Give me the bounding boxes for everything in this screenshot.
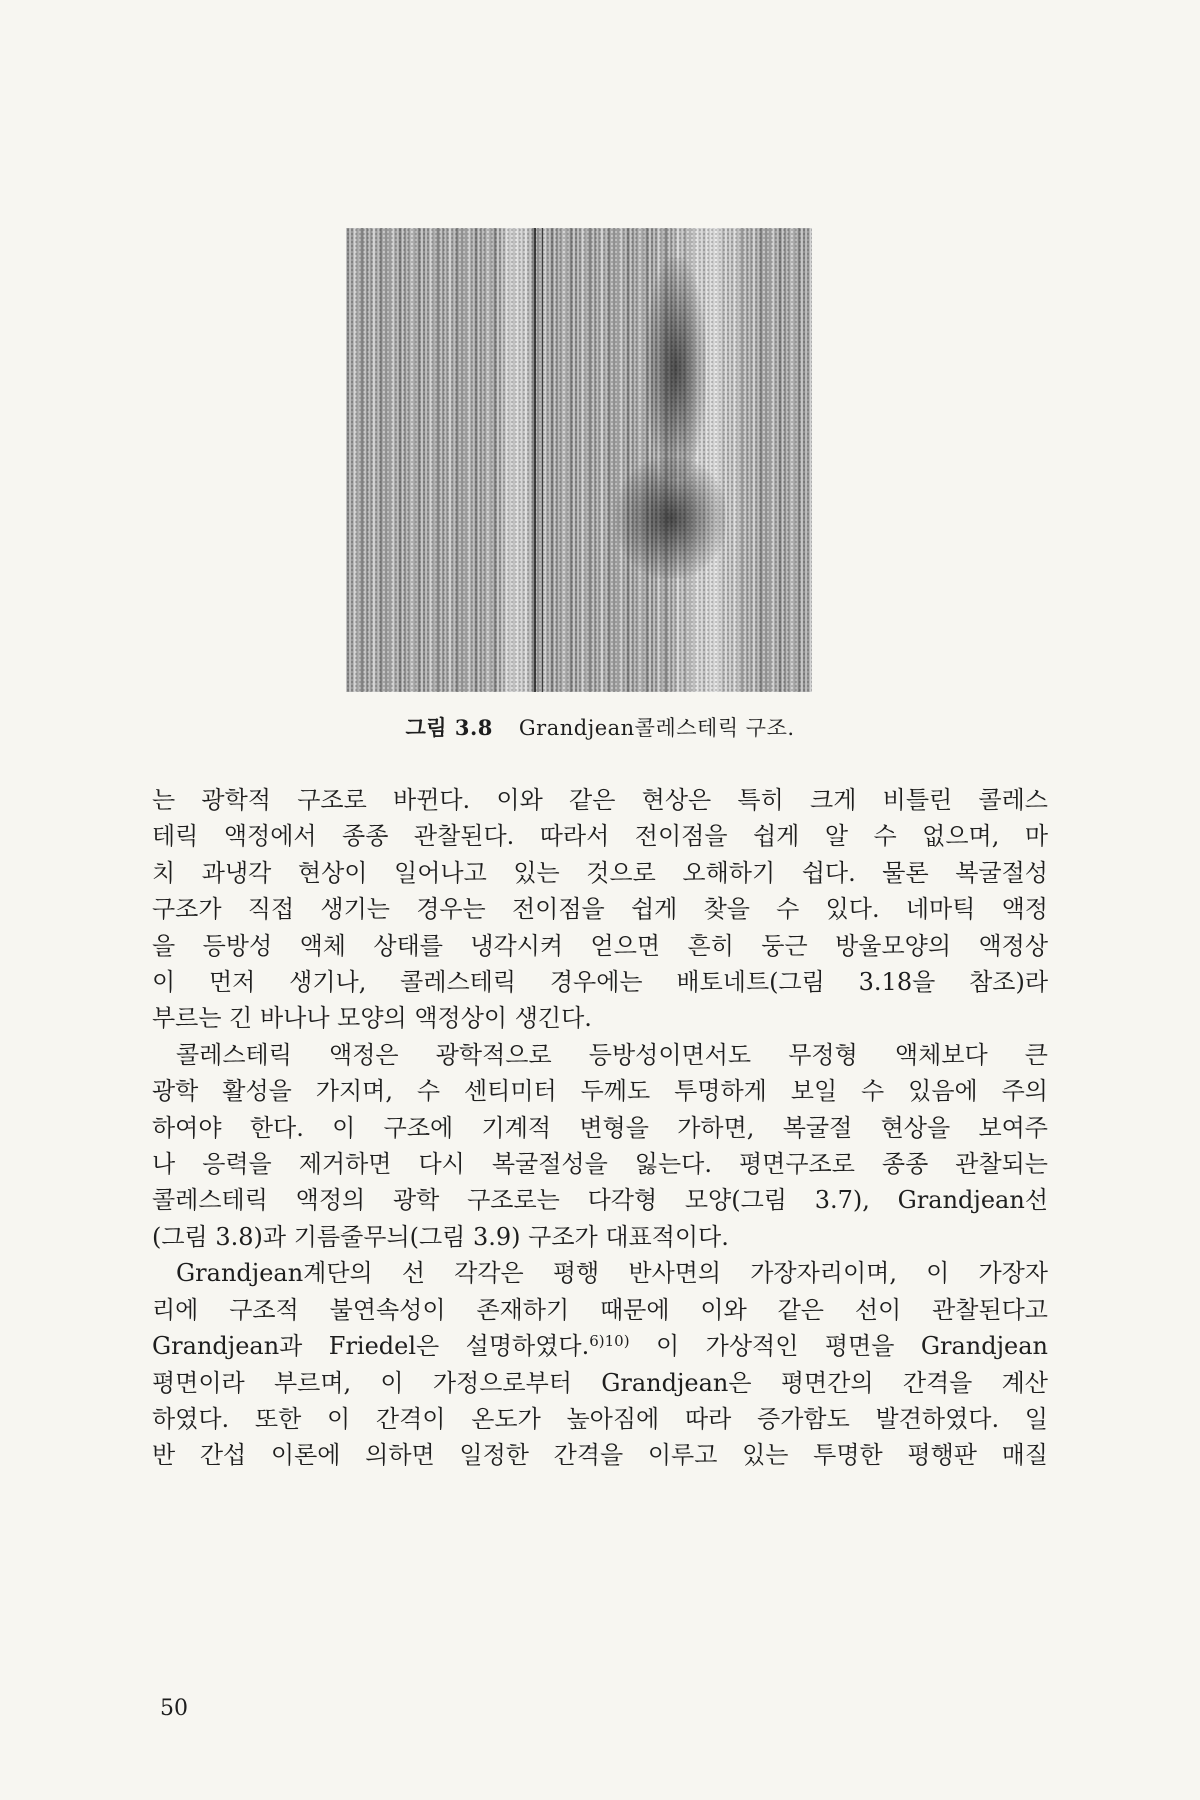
figure-title: Grandjean콜레스테릭 구조. [518, 716, 795, 740]
text-line: (그림 3.8)과 기름줄무늬(그림 3.9) 구조가 대표적이다. [152, 1222, 729, 1251]
text-line: 광학 활성을 가지며, 수 센티미터 두께도 투명하게 보일 수 있음에 주의 [152, 1077, 1048, 1106]
body-text [152, 782, 1048, 1474]
text-line: 하여야 한다. 이 구조에 기계적 변형을 가하면, 복굴절 현상을 보여주 [152, 1113, 1048, 1142]
text-line: 는 광학적 구조로 바뀐다. 이와 같은 현상은 특히 크게 비틀린 콜레스 [152, 786, 1048, 814]
text-line: 을 등방성 액체 상태를 냉각시켜 얻으면 흔히 둥근 방울모양의 액정상 [152, 931, 1048, 960]
citation-marker: 6)10) [589, 1332, 630, 1351]
text-line: 리에 구조적 불연속성이 존재하기 때문에 이와 같은 선이 관찰된다고 [152, 1295, 1048, 1324]
figure-caption [0, 712, 1200, 742]
text-line: 나 응력을 제거하면 다시 복굴절성을 잃는다. 평면구조로 종종 관찰되는 [152, 1150, 1048, 1179]
text-line: 이 먼저 생기나, 콜레스테릭 경우에는 배토네트(그림 3.18을 참조)라 [152, 968, 1048, 997]
text-segment: Grandjean과 Friedel은 설명하였다. [152, 1332, 590, 1361]
text-line: 부르는 긴 바나나 모양의 액정상이 생긴다. [152, 1004, 592, 1033]
text-line: 평면이라 부르며, 이 가정으로부터 Grandjean은 평면간의 간격을 계산 [152, 1368, 1048, 1397]
halftone-texture [346, 228, 812, 692]
text-line: 콜레스테릭 액정은 광학적으로 등방성이면서도 무정형 액체보다 큰 [176, 1040, 1048, 1069]
text-line: Grandjean계단의 선 각각은 평행 반사면의 가장자리이며, 이 가장자 [176, 1259, 1048, 1288]
figure-label: 그림 3.8 [405, 715, 493, 740]
figure-micrograph [346, 228, 812, 692]
page-number: 50 [160, 1696, 188, 1721]
text-line: 콜레스테릭 액정의 광학 구조로는 다각형 모양(그림 3.7), Grandjean선 [152, 1186, 1048, 1215]
text-line: 구조가 직접 생기는 경우는 전이점을 쉽게 찾을 수 있다. 네마틱 액정 [152, 895, 1048, 924]
text-line: 반 간섭 이론에 의하면 일정한 간격을 이루고 있는 투명한 평행판 매질 [152, 1441, 1048, 1470]
text-line: 치 과냉각 현상이 일어나고 있는 것으로 오해하기 쉽다. 물론 복굴절성 [152, 858, 1048, 887]
text-segment: 이 가상적인 평면을 Grandjean [656, 1332, 1049, 1361]
text-line: 테릭 액정에서 종종 관찰된다. 따라서 전이점을 쉽게 알 수 없으며, 마 [152, 822, 1048, 851]
text-line: 하였다. 또한 이 간격이 온도가 높아짐에 따라 증가함도 발견하였다. 일 [152, 1404, 1048, 1433]
text-line-with-citation [152, 1328, 1048, 1364]
